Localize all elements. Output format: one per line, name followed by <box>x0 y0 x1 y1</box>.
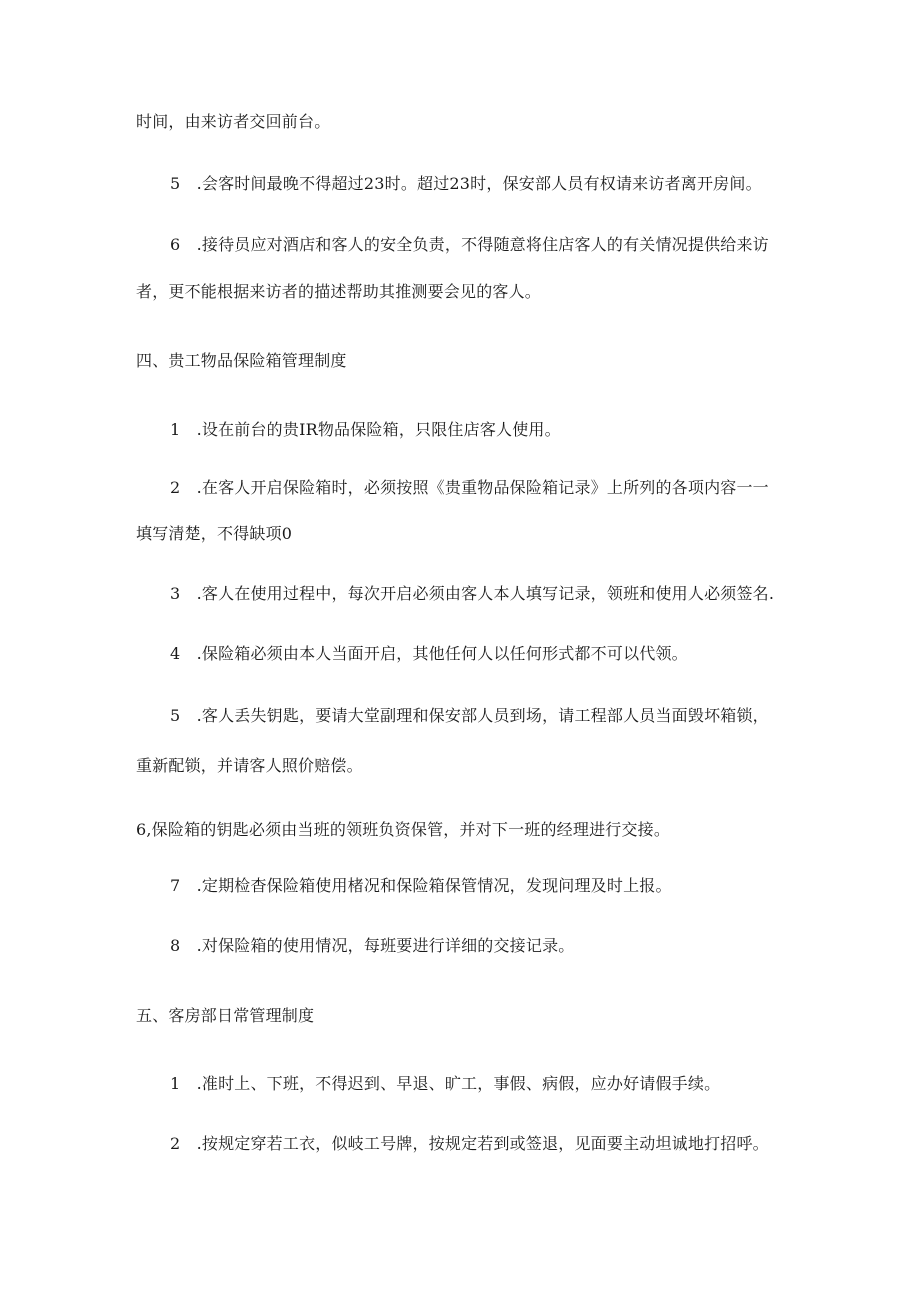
paragraph-line: 1 .准时上、下班，不得迟到、早退、旷工，事假、病假，应办好请假手续。 <box>170 1074 721 1093</box>
paragraph-line: 2 .在客人开启保险箱时，必须按照《贵重物品保险箱记录》上所列的各项内容一一 <box>170 478 769 497</box>
paragraph-line: 5 .会客时间最晚不得超过23时。超过23时，保安部人员有权请来访者离开房间。 <box>170 174 762 193</box>
paragraph-line: 者，更不能根据来访者的描述帮助其推测要会见的客人。 <box>136 282 542 301</box>
paragraph-line: 2 .按规定穿若工衣，似岐工号牌，按规定若到或签退，见面要主动坦诚地打招呼。 <box>170 1134 769 1153</box>
paragraph-line: 重新配锁，并请客人照价赔偿。 <box>136 756 363 775</box>
paragraph-line: 7 .定期检杳保险箱使用楮况和保险箱保管情况，发现问理及时上报。 <box>170 876 672 895</box>
paragraph-line: 5 .客人丢失钥匙，要请大堂副理和保安部人员到场，请工程部人员当面毁坏箱锁， <box>170 706 769 725</box>
section-heading: 五、客房部日常管理制度 <box>136 1006 315 1025</box>
paragraph-line: 3 .客人在使用过程中，每次开启必须由客人本人填写记录，领班和使用人必须签名. <box>170 584 775 603</box>
paragraph-line: 8 .对保险箱的使用情况，每班要进行详细的交接记录。 <box>170 936 575 955</box>
paragraph-line: 填写清楚，不得缺项0 <box>136 524 293 543</box>
section-heading: 四、贵工物品保险箱管理制度 <box>136 351 347 370</box>
paragraph-line: 6 .接待员应对酒店和客人的安全负责，不得随意将住店客人的有关情况提供给来访 <box>170 235 769 254</box>
paragraph-line: 1 .设在前台的贵IR物品保险箱，只限住店客人使用。 <box>170 420 561 439</box>
paragraph-line: 4 .保险箱必须由本人当面开启，其他任何人以任何形式都不可以代领。 <box>170 644 688 663</box>
paragraph-line: 时间，由来访者交回前台。 <box>136 112 331 131</box>
paragraph-line: 6,保险箱的钥匙必须由当班的领班负资保管，并对下一班的经理进行交接。 <box>136 820 671 839</box>
